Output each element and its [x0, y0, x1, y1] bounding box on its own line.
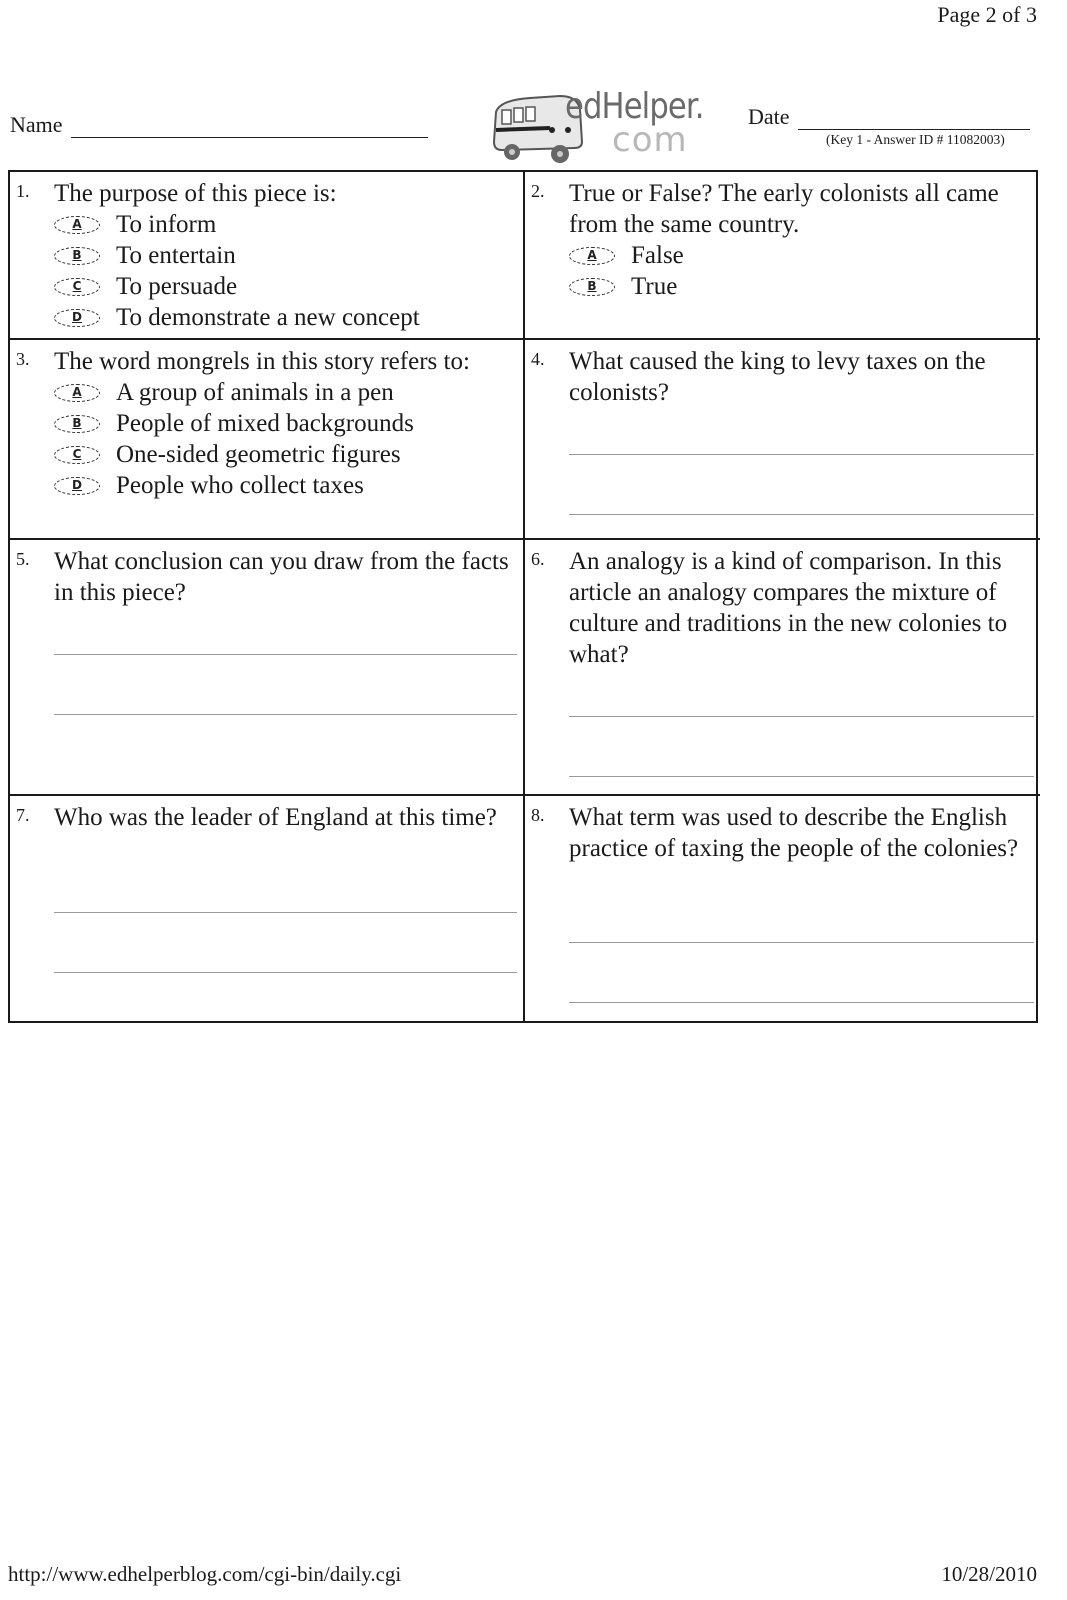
answer-option[interactable] — [54, 408, 515, 439]
question-text: What term was used to describe the English practice of taxing the people of the colonies? — [569, 804, 1019, 862]
bubble-d-icon[interactable]: D — [54, 309, 100, 327]
answer-option[interactable] — [54, 209, 515, 240]
answer-option[interactable] — [54, 271, 515, 302]
bubble-b-icon[interactable]: B — [569, 278, 615, 296]
answer-line[interactable] — [569, 776, 1034, 777]
question-number: 6. — [531, 549, 545, 569]
name-input-line[interactable] — [71, 113, 428, 138]
option-text: One-sided geometric figures — [116, 441, 401, 468]
question-text: What conclusion can you draw from the facts in this piece? — [54, 548, 509, 606]
answer-option[interactable] — [54, 302, 515, 333]
question-number: 3. — [16, 349, 30, 369]
answer-line[interactable] — [54, 912, 517, 913]
question-number: 2. — [531, 181, 545, 201]
question-grid — [8, 170, 1038, 1023]
answer-line[interactable] — [569, 514, 1034, 515]
question-text: What caused the king to levy taxes on the colonists? — [569, 348, 986, 406]
footer-url: http://www.edhelperblog.com/cgi-bin/daily.cgi — [8, 1562, 402, 1586]
question-text: The purpose of this piece is: — [54, 180, 337, 207]
answer-option[interactable] — [54, 377, 515, 408]
answer-line[interactable] — [569, 1002, 1034, 1003]
question-text: An analogy is a kind of comparison. In this article an analogy compares the mixture of culture and traditions in the new colonies to what? — [569, 548, 1008, 668]
option-text: To demonstrate a new concept — [116, 304, 420, 331]
answer-option[interactable] — [54, 240, 515, 271]
page-indicator: Page 2 of 3 — [937, 2, 1037, 27]
option-text: To persuade — [116, 273, 238, 300]
question-text: True or False? The early colonists all came from the same country. — [569, 180, 999, 238]
edhelper-logo — [490, 86, 720, 165]
answer-key-id: (Key 1 - Answer ID # 11082003) — [826, 132, 1005, 147]
bubble-a-icon[interactable]: A — [54, 216, 100, 234]
bubble-c-icon[interactable]: C — [54, 446, 100, 464]
bubble-d-icon[interactable]: D — [54, 477, 100, 495]
option-text: A group of animals in a pen — [116, 379, 394, 406]
answer-line[interactable] — [569, 716, 1034, 717]
answer-line[interactable] — [569, 942, 1034, 943]
question-4 — [525, 340, 1040, 540]
answer-line[interactable] — [569, 454, 1034, 455]
question-8 — [525, 796, 1040, 1023]
question-number: 1. — [16, 181, 30, 201]
question-number: 8. — [531, 805, 545, 825]
question-number: 4. — [531, 349, 545, 369]
question-6 — [525, 540, 1040, 796]
name-field[interactable] — [10, 112, 428, 138]
date-label: Date — [748, 104, 790, 129]
answer-option[interactable] — [569, 271, 1032, 302]
option-text: People who collect taxes — [116, 472, 364, 499]
answer-line[interactable] — [54, 972, 517, 973]
question-7 — [10, 796, 525, 1023]
question-5 — [10, 540, 525, 796]
option-text: To inform — [116, 211, 217, 238]
bubble-a-icon[interactable]: A — [569, 247, 615, 265]
answer-option[interactable] — [54, 439, 515, 470]
question-2 — [525, 172, 1040, 340]
answer-line[interactable] — [54, 714, 517, 715]
question-number: 7. — [16, 805, 30, 825]
date-field[interactable] — [748, 104, 1030, 130]
bubble-b-icon[interactable]: B — [54, 247, 100, 265]
answer-option[interactable] — [569, 240, 1032, 271]
logo-text: edHelper. — [565, 86, 704, 127]
question-3 — [10, 340, 525, 540]
question-text: Who was the leader of England at this time? — [54, 804, 497, 831]
name-label: Name — [10, 112, 63, 137]
question-number: 5. — [16, 549, 30, 569]
footer-date: 10/28/2010 — [941, 1562, 1037, 1586]
bubble-a-icon[interactable]: A — [54, 384, 100, 402]
option-text: To entertain — [116, 242, 236, 269]
question-1 — [10, 172, 525, 340]
bubble-c-icon[interactable]: C — [54, 278, 100, 296]
logo-subtext: com — [612, 120, 688, 160]
option-text: People of mixed backgrounds — [116, 410, 414, 437]
answer-line[interactable] — [54, 654, 517, 655]
bubble-b-icon[interactable]: B — [54, 415, 100, 433]
question-text: The word mongrels in this story refers to: — [54, 348, 470, 375]
option-text: True — [631, 273, 678, 300]
answer-option[interactable] — [54, 470, 515, 501]
date-input-line[interactable] — [798, 105, 1030, 130]
option-text: False — [631, 242, 684, 269]
